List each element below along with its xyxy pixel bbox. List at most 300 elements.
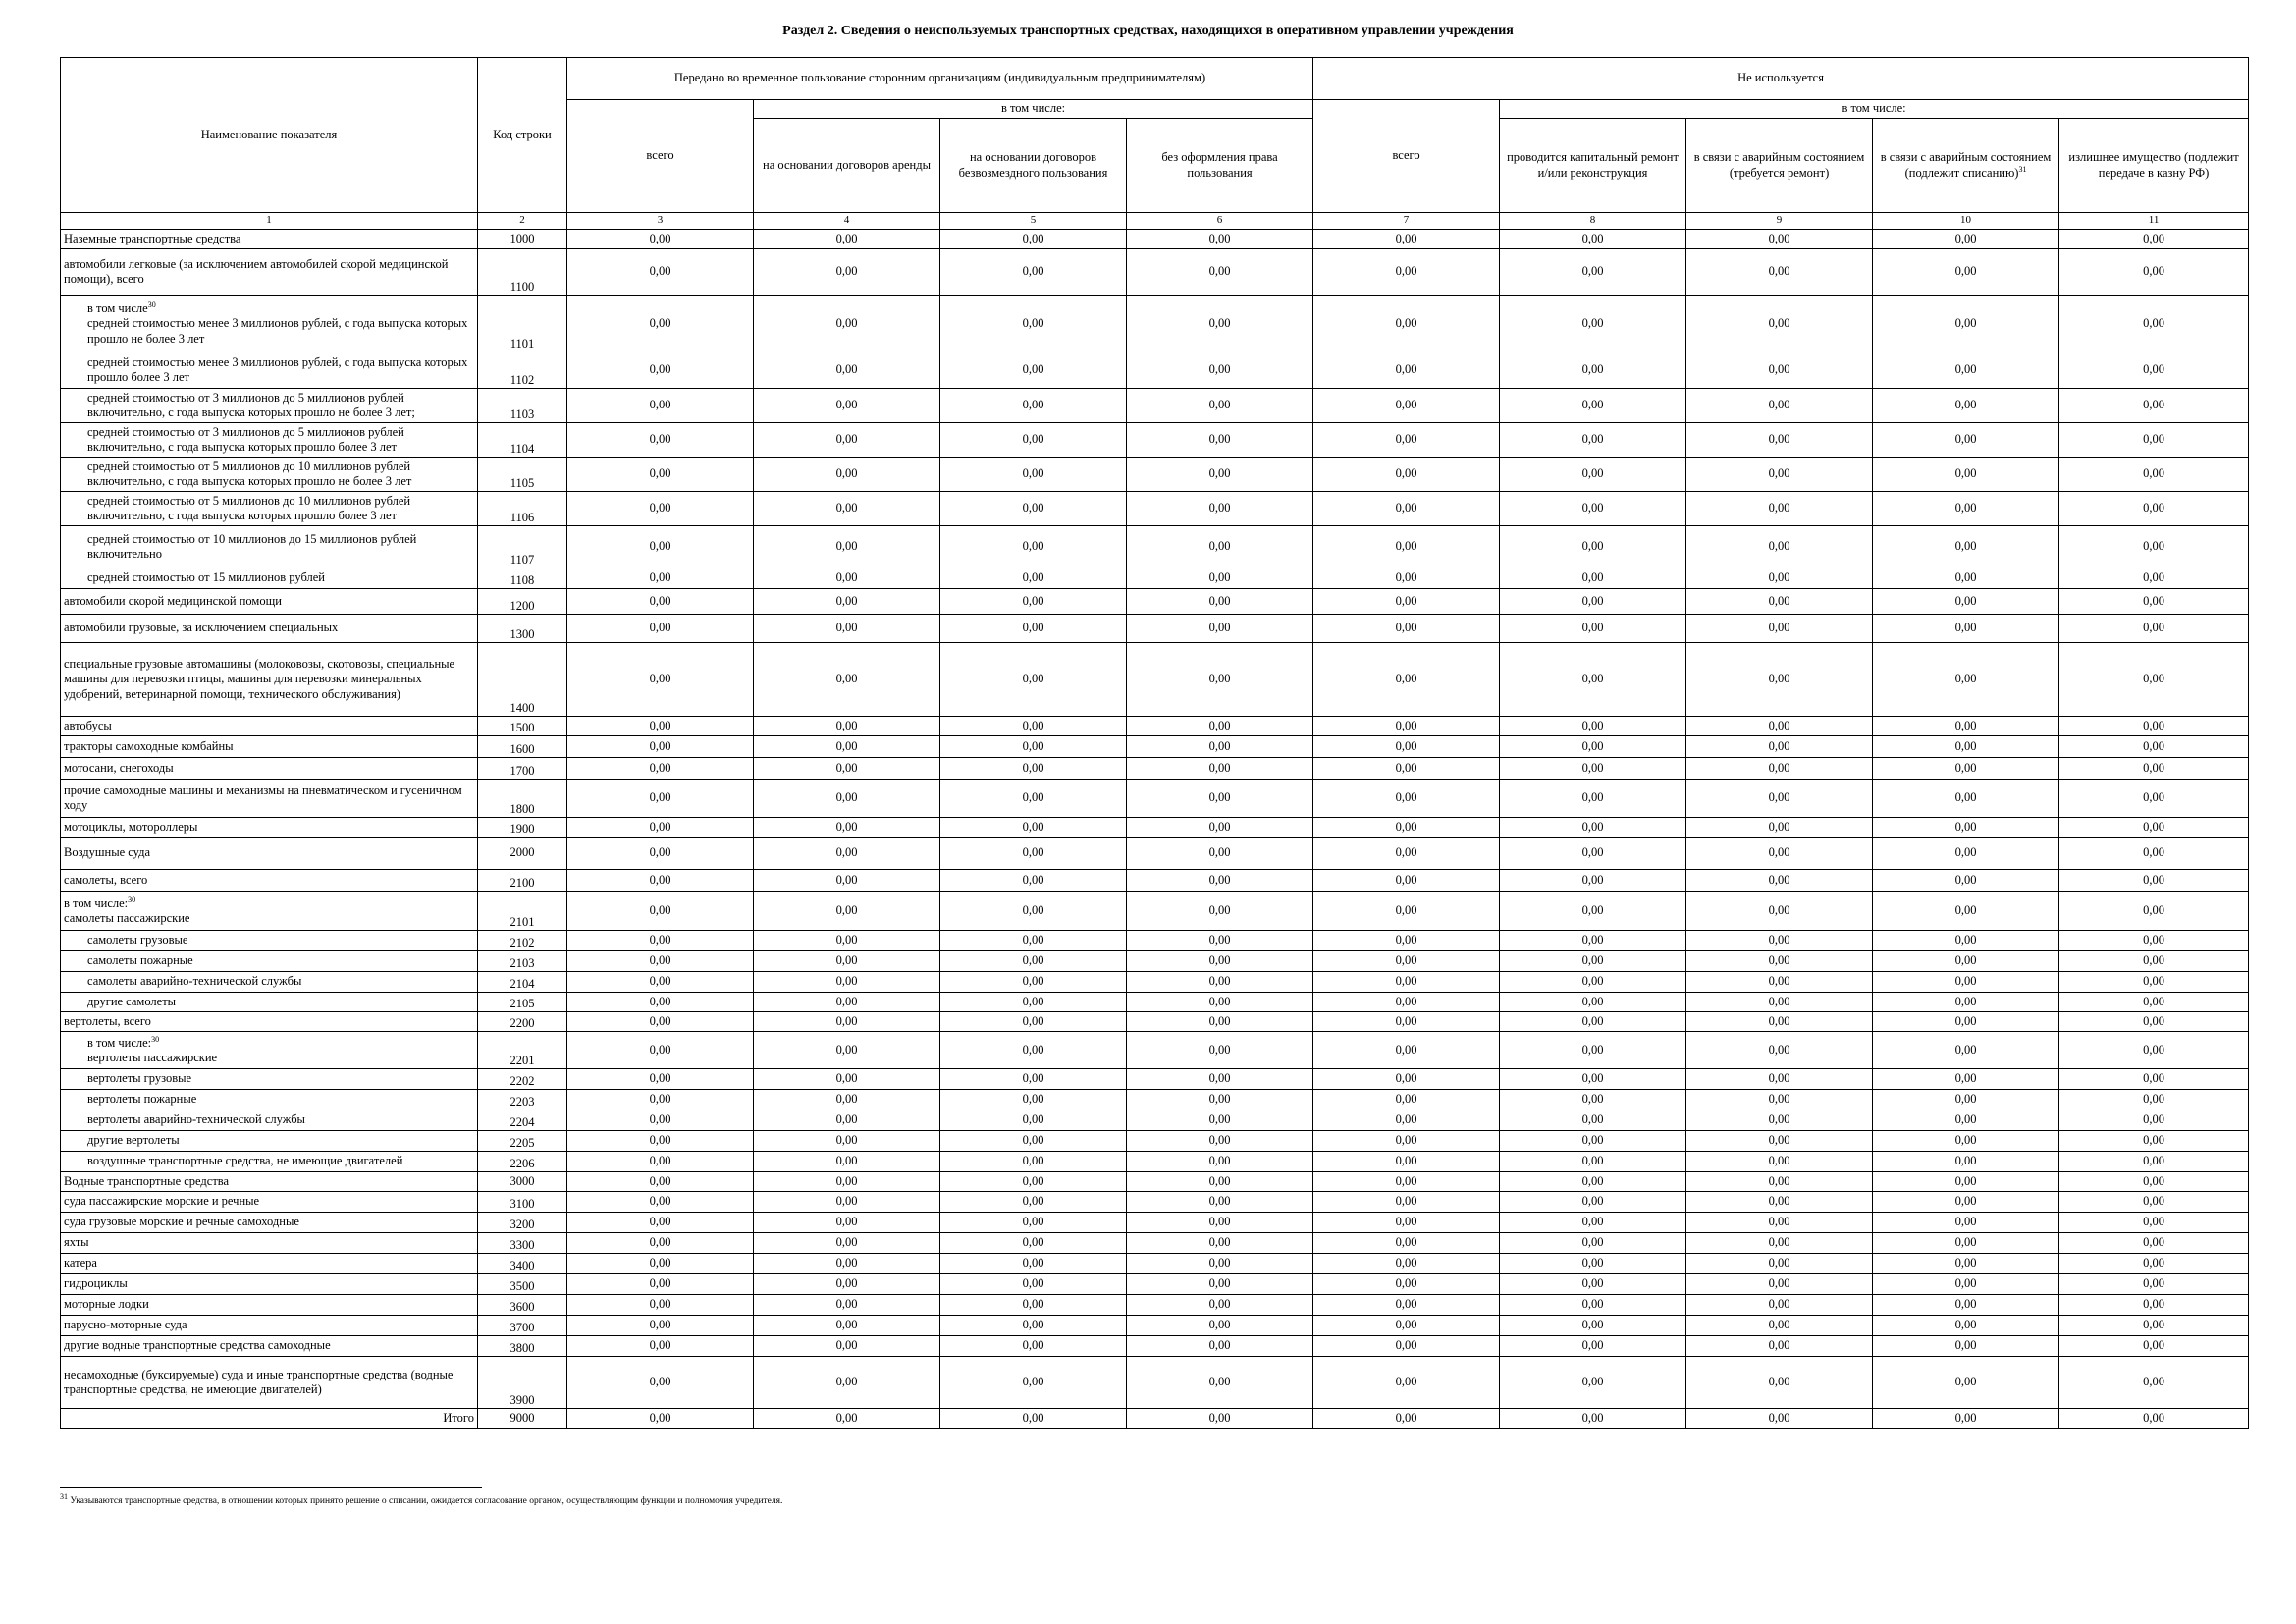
value-cell: 0,00: [2059, 1409, 2249, 1429]
value-cell: 0,00: [754, 1152, 940, 1172]
value-cell: 0,00: [754, 1254, 940, 1274]
value-cell: 0,00: [1313, 526, 1500, 568]
table-row: [61, 993, 2249, 1012]
value-cell: 0,00: [1873, 1069, 2059, 1090]
row-name: [61, 458, 478, 492]
value-cell: 0,00: [1500, 892, 1686, 931]
value-cell: 0,00: [1500, 458, 1686, 492]
value-cell: 0,00: [940, 643, 1127, 717]
value-cell: 0,00: [2059, 249, 2249, 296]
value-cell: 0,00: [1500, 230, 1686, 249]
row-label: автомобили легковые (за исключением автомобилей скорой медицинской помощи), всего: [64, 256, 449, 286]
row-code: 3700: [478, 1316, 567, 1336]
row-code: 1000: [478, 230, 567, 249]
row-label: автомобили скорой медицинской помощи: [64, 593, 282, 608]
row-name: [61, 1152, 478, 1172]
table-row: [61, 1172, 2249, 1192]
row-label: гидроциклы: [64, 1276, 128, 1291]
row-label: суда пассажирские морские и речные: [64, 1194, 260, 1209]
value-cell: 0,00: [1127, 1336, 1313, 1357]
value-cell: 0,00: [1313, 1233, 1500, 1254]
row-name: [61, 758, 478, 780]
row-label: другие самолеты: [87, 994, 177, 1008]
value-cell: 0,00: [1313, 492, 1500, 526]
value-cell: 0,00: [1127, 736, 1313, 758]
value-cell: 0,00: [940, 352, 1127, 389]
value-cell: 0,00: [754, 892, 940, 931]
value-cell: 0,00: [1686, 1090, 1873, 1110]
value-cell: 0,00: [1127, 1012, 1313, 1032]
value-cell: 0,00: [567, 780, 754, 818]
value-cell: 0,00: [1127, 892, 1313, 931]
value-cell: 0,00: [2059, 1254, 2249, 1274]
table-row: [61, 643, 2249, 717]
value-cell: 0,00: [1873, 1192, 2059, 1213]
header-name: Наименование показателя: [61, 58, 478, 213]
value-cell: 0,00: [1127, 972, 1313, 993]
value-cell: 0,00: [1500, 1192, 1686, 1213]
value-cell: 0,00: [754, 838, 940, 870]
value-cell: 0,00: [1873, 1110, 2059, 1131]
value-cell: 0,00: [940, 972, 1127, 993]
value-cell: 0,00: [2059, 389, 2249, 423]
value-cell: 0,00: [754, 931, 940, 951]
value-cell: 0,00: [940, 1357, 1127, 1409]
row-code: 3200: [478, 1213, 567, 1233]
table-row: [61, 1274, 2249, 1295]
value-cell: 0,00: [1500, 1152, 1686, 1172]
value-cell: 0,00: [2059, 296, 2249, 352]
value-cell: 0,00: [1873, 249, 2059, 296]
row-name: [61, 526, 478, 568]
value-cell: 0,00: [1686, 838, 1873, 870]
value-cell: 0,00: [1873, 1357, 2059, 1409]
value-cell: 0,00: [1500, 1254, 1686, 1274]
row-prefix-text: в том числе: [87, 301, 148, 316]
row-label: несамоходные (буксируемые) суда и иные транспортные средства (водные транспортные средства, не имеющие двигателей): [64, 1367, 454, 1396]
row-code: 3800: [478, 1336, 567, 1357]
header-c6: без оформления права пользования: [1127, 119, 1313, 213]
row-code: 3600: [478, 1295, 567, 1316]
row-name: [61, 838, 478, 870]
value-cell: 0,00: [567, 1409, 754, 1429]
value-cell: 0,00: [2059, 568, 2249, 589]
value-cell: 0,00: [1500, 780, 1686, 818]
value-cell: 0,00: [1686, 389, 1873, 423]
row-code: 3000: [478, 1172, 567, 1192]
value-cell: 0,00: [2059, 492, 2249, 526]
value-cell: 0,00: [754, 1069, 940, 1090]
value-cell: 0,00: [567, 1172, 754, 1192]
value-cell: 0,00: [1313, 1012, 1500, 1032]
row-code: 1400: [478, 643, 567, 717]
value-cell: 0,00: [1500, 1336, 1686, 1357]
value-cell: 0,00: [940, 1032, 1127, 1069]
row-name: [61, 1172, 478, 1192]
row-name: [61, 643, 478, 717]
value-cell: 0,00: [754, 1172, 940, 1192]
value-cell: 0,00: [1313, 1254, 1500, 1274]
value-cell: 0,00: [1500, 717, 1686, 736]
row-prefix: [87, 1035, 474, 1051]
value-cell: 0,00: [1873, 758, 2059, 780]
value-cell: 0,00: [1127, 838, 1313, 870]
value-cell: 0,00: [1313, 1131, 1500, 1152]
value-cell: 0,00: [940, 1254, 1127, 1274]
value-cell: 0,00: [754, 589, 940, 615]
value-cell: 0,00: [567, 758, 754, 780]
value-cell: 0,00: [940, 993, 1127, 1012]
row-label: суда грузовые морские и речные самоходные: [64, 1215, 299, 1229]
value-cell: 0,00: [567, 1233, 754, 1254]
value-cell: 0,00: [1873, 972, 2059, 993]
row-name: [61, 296, 478, 352]
row-code: 1100: [478, 249, 567, 296]
column-number: 6: [1127, 213, 1313, 230]
column-number: 8: [1500, 213, 1686, 230]
value-cell: 0,00: [940, 1213, 1127, 1233]
table-row: [61, 892, 2249, 931]
table-row: [61, 492, 2249, 526]
row-label: вертолеты грузовые: [87, 1071, 192, 1086]
value-cell: 0,00: [754, 993, 940, 1012]
row-name: [61, 1069, 478, 1090]
value-cell: 0,00: [940, 1192, 1127, 1213]
value-cell: 0,00: [2059, 1192, 2249, 1213]
value-cell: 0,00: [1500, 1110, 1686, 1131]
table-row: [61, 931, 2249, 951]
value-cell: 0,00: [1873, 1090, 2059, 1110]
value-cell: 0,00: [2059, 458, 2249, 492]
value-cell: 0,00: [567, 972, 754, 993]
column-number: 7: [1313, 213, 1500, 230]
value-cell: 0,00: [1127, 1131, 1313, 1152]
value-cell: 0,00: [940, 589, 1127, 615]
value-cell: 0,00: [1686, 1295, 1873, 1316]
value-cell: 0,00: [567, 423, 754, 458]
value-cell: 0,00: [567, 643, 754, 717]
value-cell: 0,00: [1686, 1152, 1873, 1172]
value-cell: 0,00: [1500, 951, 1686, 972]
value-cell: 0,00: [2059, 892, 2249, 931]
row-name: [61, 972, 478, 993]
value-cell: 0,00: [754, 1295, 940, 1316]
value-cell: 0,00: [1313, 993, 1500, 1012]
value-cell: 0,00: [2059, 736, 2249, 758]
row-name: [61, 389, 478, 423]
value-cell: 0,00: [2059, 931, 2249, 951]
row-code: 3100: [478, 1192, 567, 1213]
value-cell: 0,00: [1500, 993, 1686, 1012]
value-cell: 0,00: [1127, 589, 1313, 615]
value-cell: 0,00: [567, 568, 754, 589]
table-row: [61, 389, 2249, 423]
row-name: [61, 1357, 478, 1409]
footnote-sup: 31: [60, 1492, 68, 1501]
footnote-divider: [60, 1487, 482, 1488]
value-cell: 0,00: [567, 951, 754, 972]
value-cell: 0,00: [1127, 1295, 1313, 1316]
value-cell: 0,00: [1873, 615, 2059, 643]
row-label: средней стоимостью от 5 миллионов до 10 миллионов рублей включительно, с года выпуска которых прошло не более 3 лет: [87, 459, 412, 488]
table-row: [61, 1069, 2249, 1090]
value-cell: 0,00: [1686, 589, 1873, 615]
value-cell: 0,00: [2059, 972, 2249, 993]
row-code: 3500: [478, 1274, 567, 1295]
value-cell: 0,00: [940, 1336, 1127, 1357]
value-cell: 0,00: [1313, 568, 1500, 589]
value-cell: 0,00: [1873, 1336, 2059, 1357]
value-cell: 0,00: [1873, 993, 2059, 1012]
value-cell: 0,00: [754, 230, 940, 249]
value-cell: 0,00: [940, 892, 1127, 931]
row-label: яхты: [64, 1235, 89, 1250]
value-cell: 0,00: [754, 1110, 940, 1131]
value-cell: 0,00: [567, 1274, 754, 1295]
value-cell: 0,00: [1873, 1274, 2059, 1295]
column-number: 1: [61, 213, 478, 230]
value-cell: 0,00: [940, 568, 1127, 589]
row-label: средней стоимостью от 10 миллионов до 15 миллионов рублей включительно: [87, 531, 417, 561]
row-label: средней стоимостью от 3 миллионов до 5 миллионов рублей включительно, с года выпуска которых прошло не более 3 лет;: [87, 390, 415, 419]
value-cell: 0,00: [1500, 931, 1686, 951]
row-name: [61, 1295, 478, 1316]
row-name: [61, 993, 478, 1012]
value-cell: 0,00: [1127, 818, 1313, 838]
value-cell: 0,00: [1686, 1336, 1873, 1357]
row-name: [61, 568, 478, 589]
header-c7: всего: [1313, 100, 1500, 213]
value-cell: 0,00: [1500, 352, 1686, 389]
value-cell: 0,00: [940, 1131, 1127, 1152]
row-name: [61, 870, 478, 892]
row-code: 3400: [478, 1254, 567, 1274]
row-code: 1300: [478, 615, 567, 643]
row-name: [61, 615, 478, 643]
row-name: [61, 1110, 478, 1131]
value-cell: 0,00: [2059, 1012, 2249, 1032]
value-cell: 0,00: [754, 736, 940, 758]
value-cell: 0,00: [940, 1110, 1127, 1131]
row-label: мотоциклы, мотороллеры: [64, 819, 198, 834]
value-cell: 0,00: [1127, 993, 1313, 1012]
value-cell: 0,00: [940, 1274, 1127, 1295]
value-cell: 0,00: [754, 352, 940, 389]
row-label: специальные грузовые автомашины (молоковозы, скотовозы, специальные машины для перевозки птицы, машины для перевозки минеральных удобрений, ветеринарной помощи, технического обслуживания): [64, 657, 455, 701]
value-cell: 0,00: [567, 870, 754, 892]
value-cell: 0,00: [1686, 1032, 1873, 1069]
row-code: 1101: [478, 296, 567, 352]
row-code: 2000: [478, 838, 567, 870]
value-cell: 0,00: [567, 1213, 754, 1233]
value-cell: 0,00: [1313, 230, 1500, 249]
value-cell: 0,00: [2059, 1069, 2249, 1090]
row-label: средней стоимостью от 3 миллионов до 5 миллионов рублей включительно, с года выпуска которых прошло более 3 лет: [87, 424, 404, 454]
value-cell: 0,00: [754, 458, 940, 492]
table-row: [61, 736, 2249, 758]
value-cell: 0,00: [1686, 736, 1873, 758]
value-cell: 0,00: [1873, 736, 2059, 758]
value-cell: 0,00: [940, 423, 1127, 458]
table-row: [61, 568, 2249, 589]
value-cell: 0,00: [754, 389, 940, 423]
table-row: [61, 1357, 2249, 1409]
column-number: 4: [754, 213, 940, 230]
value-cell: 0,00: [1313, 951, 1500, 972]
value-cell: 0,00: [1686, 458, 1873, 492]
row-name: [61, 892, 478, 931]
value-cell: 0,00: [1500, 526, 1686, 568]
value-cell: 0,00: [754, 1336, 940, 1357]
table-row: [61, 615, 2249, 643]
value-cell: 0,00: [1873, 892, 2059, 931]
value-cell: 0,00: [1500, 1316, 1686, 1336]
value-cell: 0,00: [1127, 780, 1313, 818]
column-number: 9: [1686, 213, 1873, 230]
header-unused: Не используется: [1313, 58, 2249, 100]
value-cell: 0,00: [1313, 1110, 1500, 1131]
value-cell: 0,00: [2059, 589, 2249, 615]
value-cell: 0,00: [567, 296, 754, 352]
value-cell: 0,00: [567, 736, 754, 758]
table-row: [61, 1295, 2249, 1316]
row-code: 2105: [478, 993, 567, 1012]
value-cell: 0,00: [1873, 389, 2059, 423]
header-including-2: в том числе:: [1500, 100, 2249, 119]
row-label: Итого: [443, 1410, 474, 1425]
row-name: [61, 1032, 478, 1069]
value-cell: 0,00: [1500, 423, 1686, 458]
value-cell: 0,00: [2059, 838, 2249, 870]
row-name: [61, 423, 478, 458]
row-label: самолеты пожарные: [87, 953, 193, 968]
value-cell: 0,00: [1686, 568, 1873, 589]
row-name: [61, 589, 478, 615]
row-name: [61, 736, 478, 758]
value-cell: 0,00: [1686, 1274, 1873, 1295]
value-cell: 0,00: [1127, 931, 1313, 951]
row-name: [61, 1192, 478, 1213]
row-name: [61, 249, 478, 296]
value-cell: 0,00: [754, 951, 940, 972]
value-cell: 0,00: [1127, 230, 1313, 249]
value-cell: 0,00: [754, 972, 940, 993]
value-cell: 0,00: [567, 1069, 754, 1090]
value-cell: 0,00: [1127, 1254, 1313, 1274]
value-cell: 0,00: [2059, 1152, 2249, 1172]
value-cell: 0,00: [1686, 615, 1873, 643]
value-cell: 0,00: [940, 818, 1127, 838]
value-cell: 0,00: [940, 951, 1127, 972]
value-cell: 0,00: [754, 818, 940, 838]
value-cell: 0,00: [1873, 951, 2059, 972]
vehicles-table: [60, 57, 2249, 1429]
value-cell: 0,00: [2059, 717, 2249, 736]
value-cell: 0,00: [1873, 643, 2059, 717]
value-cell: 0,00: [1873, 931, 2059, 951]
value-cell: 0,00: [1686, 1409, 1873, 1429]
row-code: 2202: [478, 1069, 567, 1090]
value-cell: 0,00: [567, 1295, 754, 1316]
value-cell: 0,00: [1873, 1316, 2059, 1336]
value-cell: 0,00: [1686, 423, 1873, 458]
value-cell: 0,00: [1686, 230, 1873, 249]
row-prefix-sup: 30: [147, 300, 156, 310]
row-name: [61, 1012, 478, 1032]
value-cell: 0,00: [1500, 492, 1686, 526]
value-cell: 0,00: [567, 1090, 754, 1110]
value-cell: 0,00: [1500, 1409, 1686, 1429]
table-row: [61, 1152, 2249, 1172]
row-label: прочие самоходные машины и механизмы на пневматическом и гусеничном ходу: [64, 783, 462, 812]
row-label: самолеты, всего: [64, 872, 148, 887]
header-c11: излишнее имущество (подлежит передаче в казну РФ): [2059, 119, 2249, 213]
row-name: [61, 818, 478, 838]
value-cell: 0,00: [1500, 818, 1686, 838]
table-row: [61, 1233, 2249, 1254]
row-name: [61, 1316, 478, 1336]
row-name: [61, 717, 478, 736]
value-cell: 0,00: [1313, 1409, 1500, 1429]
value-cell: 0,00: [754, 1357, 940, 1409]
value-cell: 0,00: [1686, 1131, 1873, 1152]
value-cell: 0,00: [1686, 249, 1873, 296]
row-code: 1106: [478, 492, 567, 526]
value-cell: 0,00: [567, 1316, 754, 1336]
value-cell: 0,00: [754, 1131, 940, 1152]
column-numbers-row: [61, 213, 2249, 230]
value-cell: 0,00: [754, 1213, 940, 1233]
value-cell: 0,00: [1500, 1090, 1686, 1110]
row-label: самолеты грузовые: [87, 933, 188, 947]
row-code: 1107: [478, 526, 567, 568]
table-row: [61, 818, 2249, 838]
value-cell: 0,00: [1127, 389, 1313, 423]
table-row: [61, 870, 2249, 892]
value-cell: 0,00: [567, 249, 754, 296]
value-cell: 0,00: [1500, 1069, 1686, 1090]
value-cell: 0,00: [1313, 615, 1500, 643]
row-label: Воздушные суда: [64, 845, 151, 860]
value-cell: 0,00: [1313, 717, 1500, 736]
value-cell: 0,00: [2059, 1233, 2249, 1254]
value-cell: 0,00: [1127, 870, 1313, 892]
value-cell: 0,00: [754, 423, 940, 458]
value-cell: 0,00: [1686, 717, 1873, 736]
row-code: 1600: [478, 736, 567, 758]
value-cell: 0,00: [1686, 1316, 1873, 1336]
value-cell: 0,00: [567, 931, 754, 951]
header-c5: на основании договоров безвозмездного пользования: [940, 119, 1127, 213]
row-label: катера: [64, 1256, 97, 1271]
value-cell: 0,00: [2059, 1274, 2249, 1295]
value-cell: 0,00: [1127, 1032, 1313, 1069]
value-cell: 0,00: [1500, 1274, 1686, 1295]
value-cell: 0,00: [1127, 423, 1313, 458]
row-label: парусно-моторные суда: [64, 1318, 187, 1332]
value-cell: 0,00: [1313, 931, 1500, 951]
value-cell: 0,00: [1313, 423, 1500, 458]
row-code: 1105: [478, 458, 567, 492]
row-code: 1900: [478, 818, 567, 838]
value-cell: 0,00: [1313, 818, 1500, 838]
row-name: [61, 931, 478, 951]
column-number: 2: [478, 213, 567, 230]
row-label: моторные лодки: [64, 1297, 149, 1312]
value-cell: 0,00: [1686, 870, 1873, 892]
value-cell: 0,00: [567, 352, 754, 389]
value-cell: 0,00: [1313, 1213, 1500, 1233]
